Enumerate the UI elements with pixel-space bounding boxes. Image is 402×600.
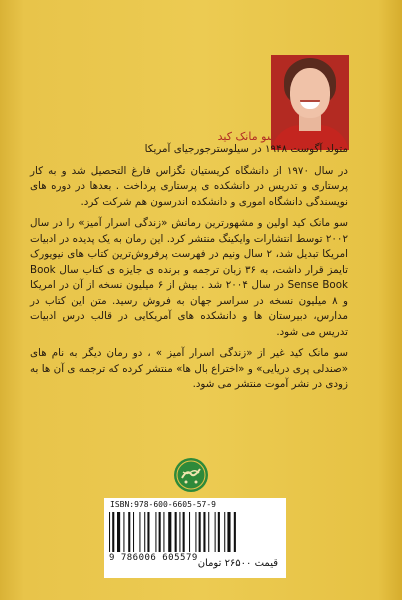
- bio-paragraph: سو مانک کید اولین و مشهورترین رمانش «زندگی اسرار آمیز» را در سال ۲۰۰۲ توسط انتشارات وایکینگ منتشر کرد. این رمان به یک پدیده در ادبیات امریکا تبدیل شد، ۲ سال ونیم در فهرست پرفروش‌ترین کتاب های نیویورک تایمز قرار داشت، به ۳۶ زبان ترجمه و برنده ی جایزه ی کتاب سال Book Sense Book در سال ۲۰۰۴ شد . بیش از ۶ میلیون نسخه از آن در امریکا و ۸ میلیون نسخه در سراسر جهان به فروش رسید. متن این کتاب در مدارس، دبیرستان ها و دانشکده های آمریکایی در قالب درس ادبیات تدریس می شود.: [30, 217, 349, 338]
- bio-paragraph: متولد آگوست ۱۹۴۸ در سیلوسترجورجیای آمریکا: [144, 143, 348, 155]
- publisher-logo-icon: [173, 457, 209, 493]
- barcode-number: 9 786006 605579: [109, 553, 198, 563]
- isbn-label: ISBN:978-600-6605-57-9: [110, 500, 216, 509]
- bio-paragraph: سو مانک کید غیر از «زندگی اسرار آمیز » ، دو رمان دیگر به نام های «صندلی پری دریایی» و «اختراع بال ها» منتشر کرده که ترجمه ی آن ها به زودی در نشر آموت منتشر می شود.: [30, 347, 348, 390]
- author-name: سو مانک کید: [217, 130, 276, 143]
- bio-paragraph: در سال ۱۹۷۰ از دانشگاه کریستیان تگزاس فارغ التحصیل شد و به کار پرستاری و تدریس در دانشکده ی پرستاری پرداخت . بعدها در دوره های نویسندگی دانشگاه اموری و دانشکده اندرسون هم شرکت کرد.: [30, 164, 348, 208]
- barcode-icon: [109, 512, 281, 552]
- photo-face: [290, 68, 330, 118]
- biography-text: [30, 142, 348, 399]
- price-label: قیمت ۲۶۵۰۰ تومان: [197, 558, 278, 569]
- author-photo: [271, 55, 349, 150]
